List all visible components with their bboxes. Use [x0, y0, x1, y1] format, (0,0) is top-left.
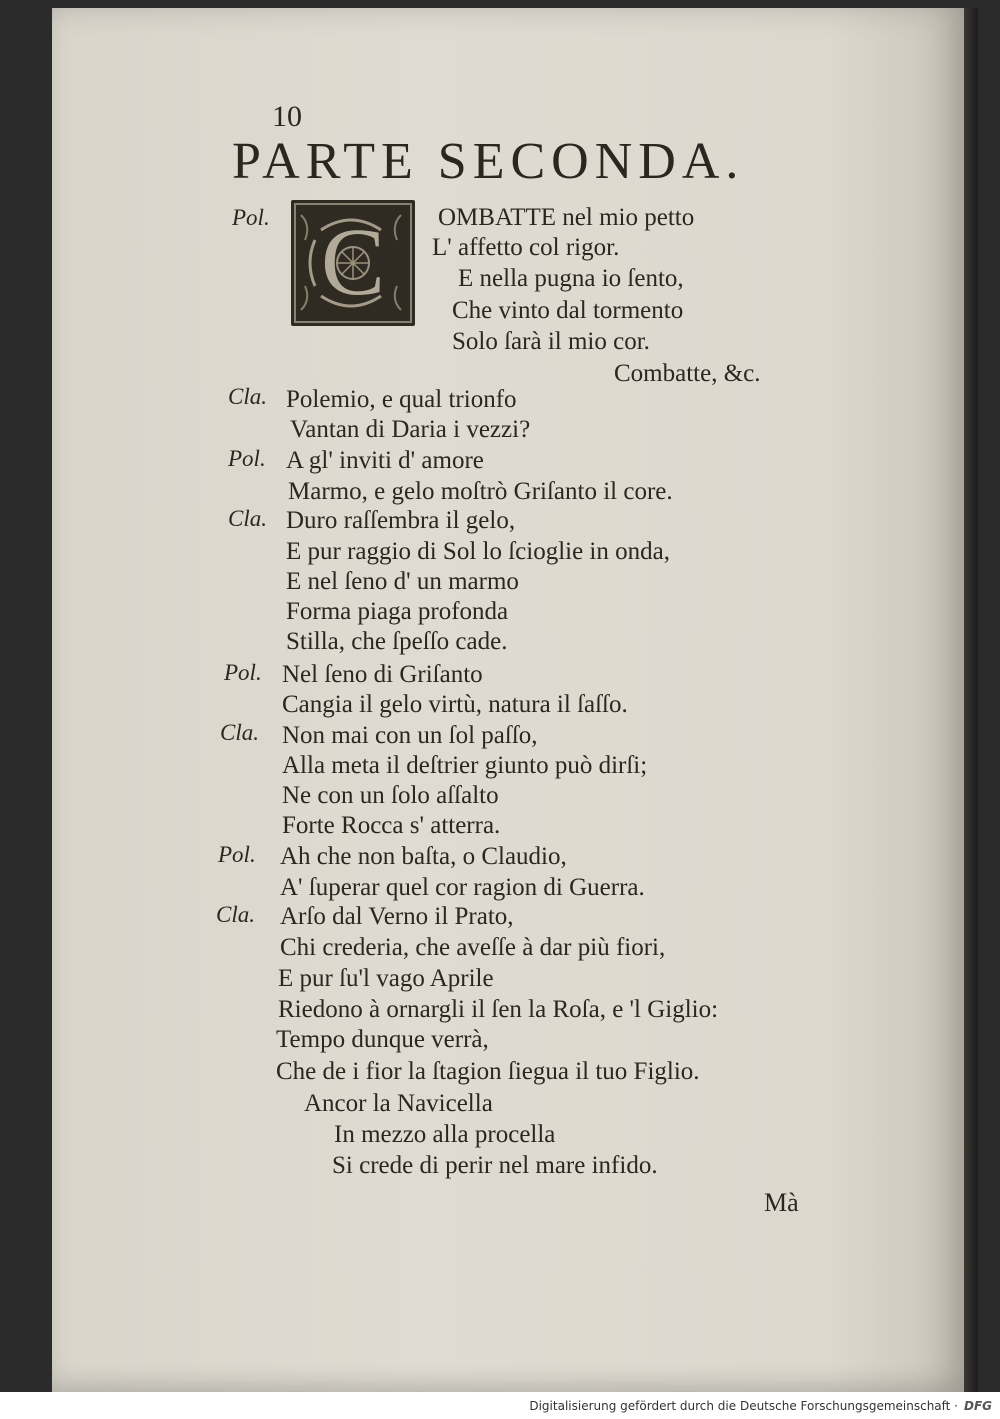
- page-heading: PARTE SECONDA.: [232, 133, 745, 190]
- decorated-initial: [291, 200, 415, 326]
- verse-line: Forma piaga profonda: [286, 598, 509, 625]
- speaker-label: Pol.: [232, 205, 270, 230]
- verse-line: Chi crederia, che aveſſe à dar più fiori,: [280, 934, 666, 961]
- verse-line: In mezzo alla procella: [334, 1121, 556, 1148]
- verse-line: E nel ſeno d' un marmo: [286, 568, 519, 595]
- verse-line: Vantan di Daria i vezzi?: [290, 416, 531, 443]
- verse-line: Che de i fior la ſtagion ſiegua il tuo Figlio.: [276, 1058, 700, 1085]
- speaker-label: Pol.: [224, 660, 262, 685]
- ornamental-initial-c-icon: [291, 200, 415, 326]
- verse-line: Si crede di perir nel mare infido.: [332, 1152, 658, 1179]
- verse-line: L' affetto col rigor.: [432, 234, 620, 261]
- verse-line: Ah che non baſta, o Claudio,: [280, 843, 567, 870]
- speaker-label: Cla.: [228, 506, 267, 531]
- verse-line: Stilla, che ſpeſſo cade.: [286, 628, 508, 655]
- verse-line: Alla meta il deſtrier giunto può dirſi;: [282, 752, 648, 779]
- verse-line: E nella pugna io ſento,: [458, 265, 684, 292]
- verse-line: Non mai con un ſol paſſo,: [282, 722, 538, 749]
- verse-line: A' ſuperar quel cor ragion di Guerra.: [280, 874, 645, 901]
- verse-line: Cangia il gelo virtù, natura il ſaſſo.: [282, 691, 628, 718]
- verse-line: E pur ſu'l vago Aprile: [278, 965, 494, 992]
- speaker-label: Cla.: [228, 384, 267, 409]
- verse-line: Riedono à ornargli il ſen la Roſa, e 'l Giglio:: [278, 996, 719, 1023]
- verse-line: Solo ſarà il mio cor.: [452, 328, 650, 355]
- verse-line: Ne con un ſolo aſſalto: [282, 782, 499, 809]
- book-spine: [964, 8, 978, 1392]
- verse-line: Arſo dal Verno il Prato,: [280, 903, 514, 930]
- initial-letter: C: [320, 208, 386, 315]
- verse-line: Forte Rocca s' atterra.: [282, 812, 501, 839]
- verse-line: Che vinto dal tormento: [452, 297, 684, 324]
- footer-credit: Digitalisierung gefördert durch die Deutsche Forschungsgemeinschaft ·: [529, 1399, 958, 1413]
- verse-line: Duro raſſembra il gelo,: [286, 507, 516, 534]
- page-number: 10: [272, 100, 302, 133]
- verse-line: OMBATTE nel mio petto: [438, 204, 695, 231]
- verse-line: Ancor la Navicella: [304, 1090, 493, 1117]
- verse-line: Nel ſeno di Griſanto: [282, 661, 483, 688]
- verse-line: Tempo dunque verrà,: [276, 1026, 489, 1053]
- verse-line: Marmo, e gelo moſtrò Griſanto il core.: [288, 478, 673, 505]
- speaker-label: Pol.: [228, 446, 266, 471]
- verse-line: E pur raggio di Sol lo ſcioglie in onda,: [286, 538, 670, 565]
- verse-line: Combatte, &c.: [614, 360, 761, 387]
- verse-line: Polemio, e qual trionfo: [286, 386, 517, 413]
- speaker-label: Cla.: [216, 902, 255, 927]
- speaker-label: Pol.: [218, 842, 256, 867]
- catchword: Mà: [764, 1188, 799, 1217]
- verse-line: A gl' inviti d' amore: [286, 447, 484, 474]
- dfg-logo: DFG: [963, 1399, 992, 1413]
- speaker-label: Cla.: [220, 720, 259, 745]
